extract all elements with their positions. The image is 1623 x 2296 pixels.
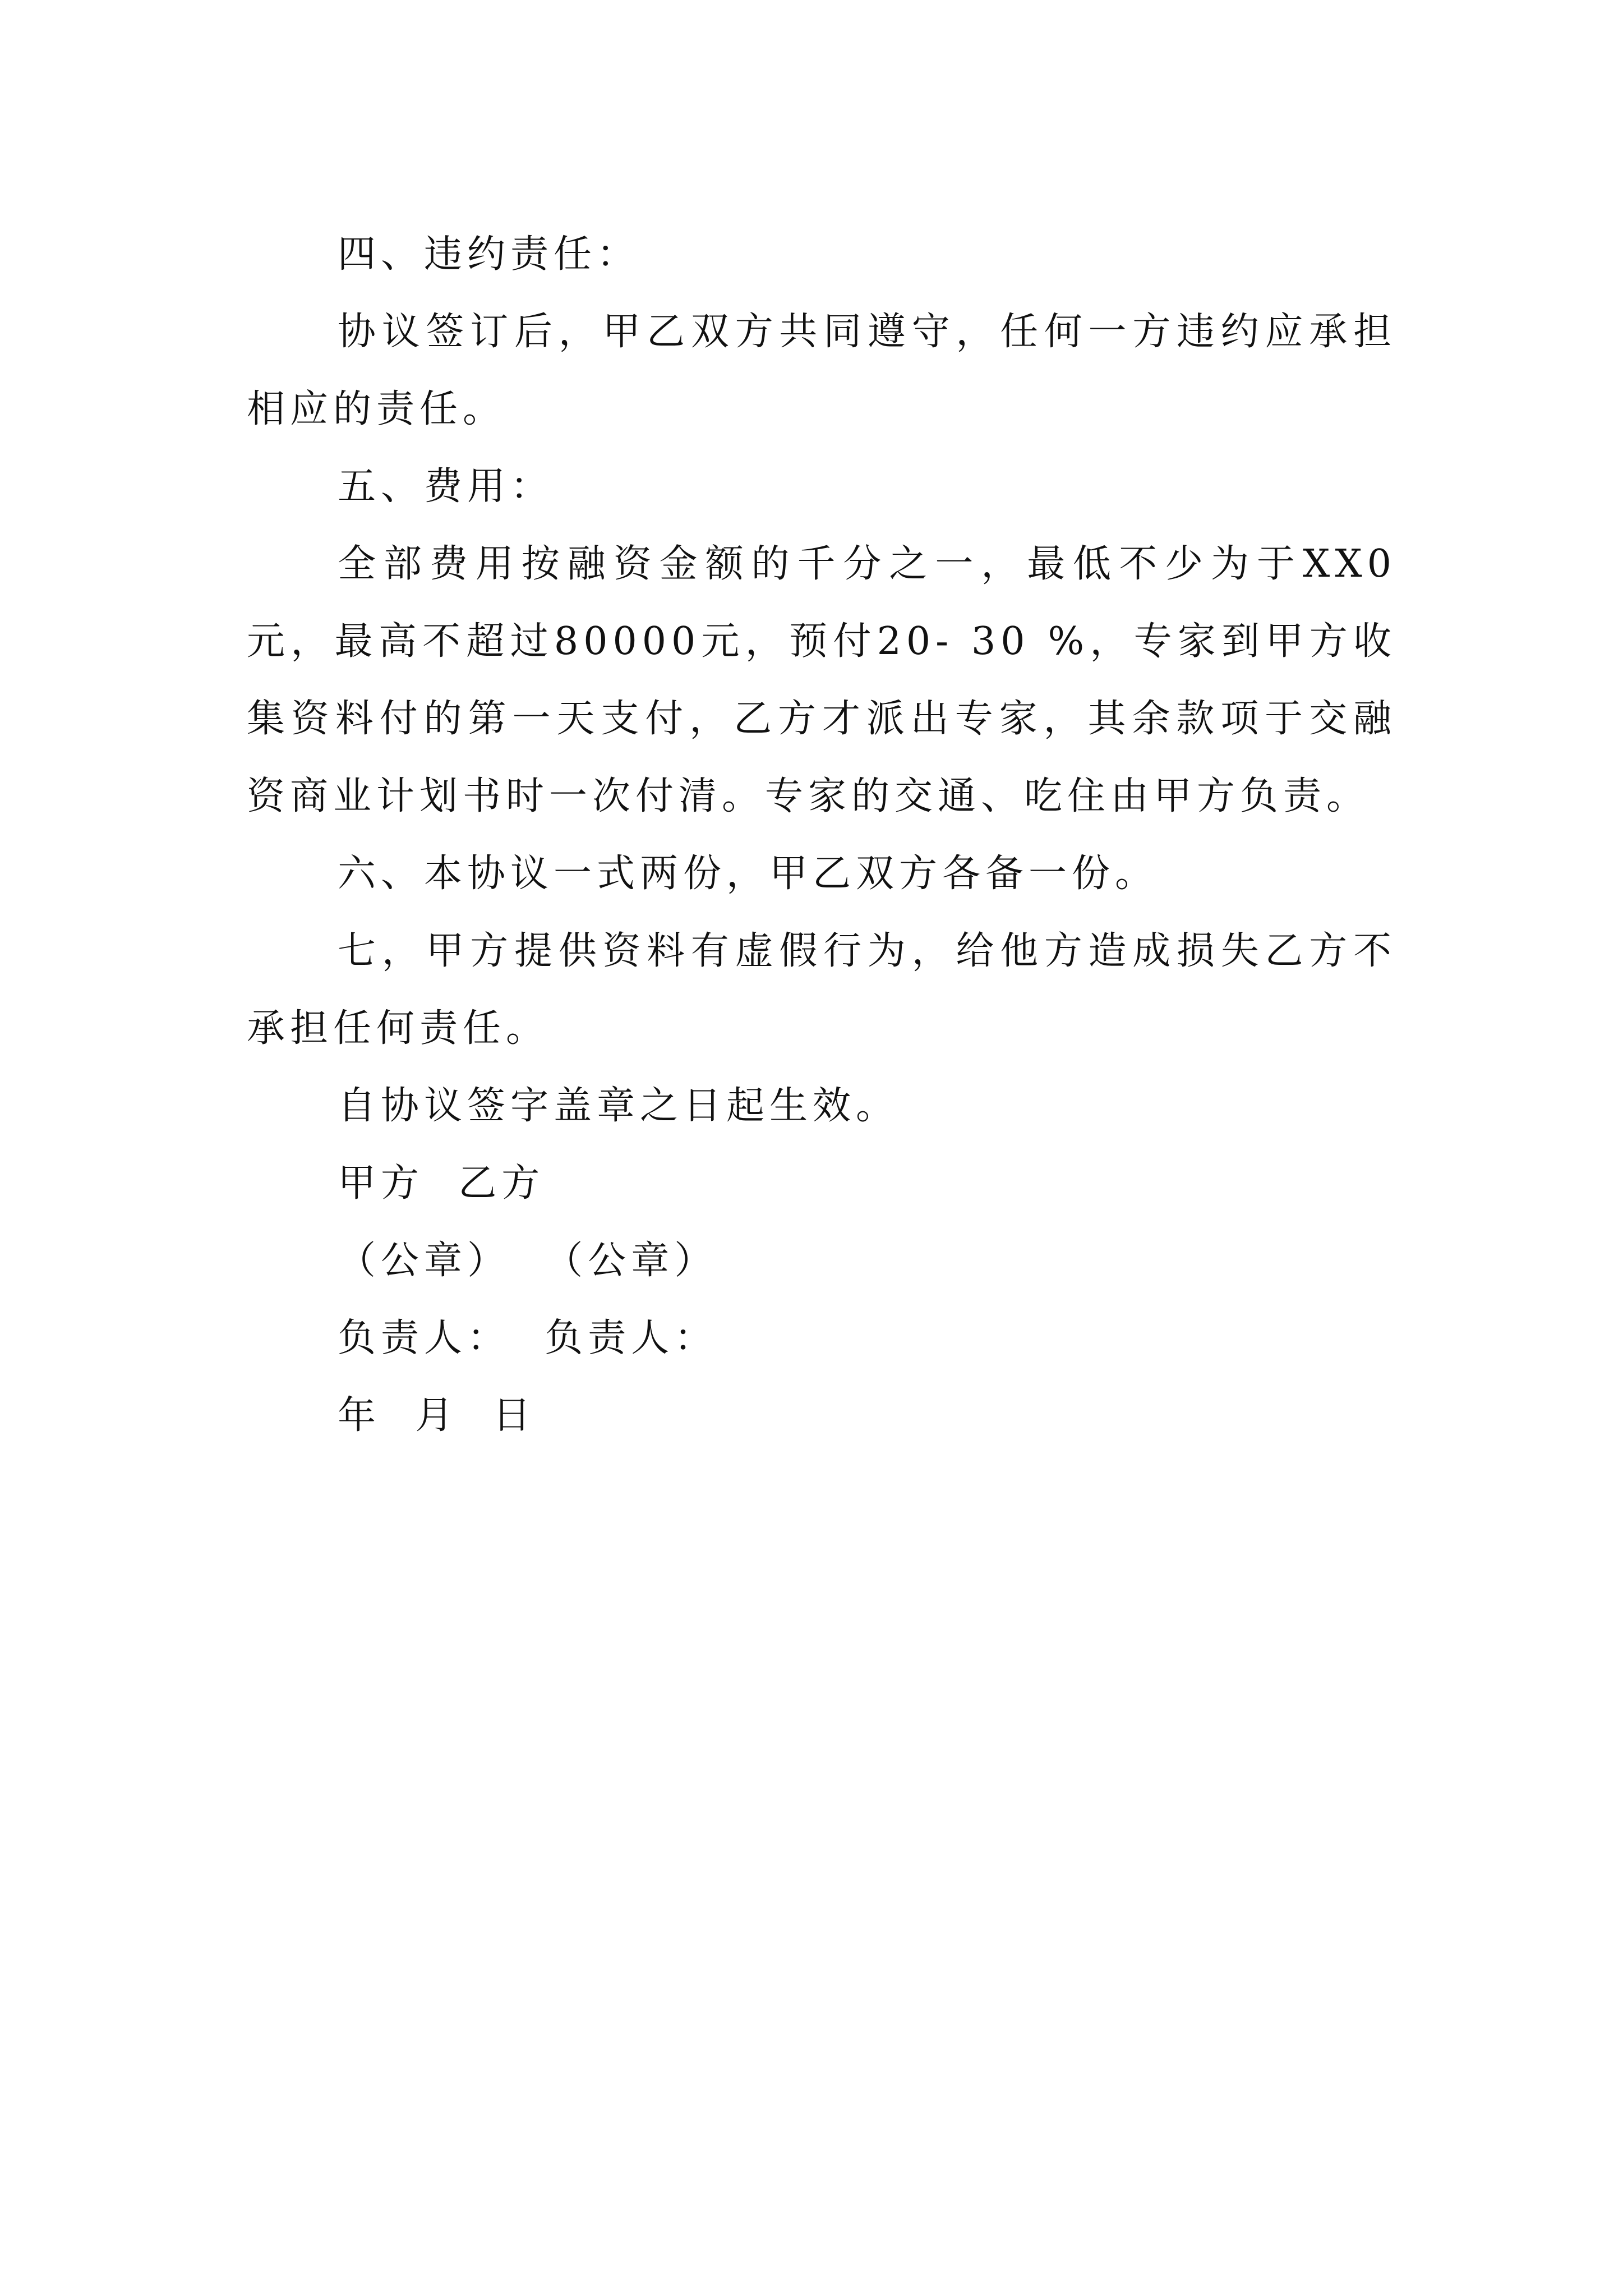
- section-5-heading: 五、费用：: [338, 464, 554, 509]
- section-7: 七，甲方提供资料有虚假行为，给他方造成损失乙方不承担任何责任。: [247, 929, 1396, 1051]
- signature-date: 年 月 日: [338, 1393, 536, 1438]
- section-4-body: 协议签订后，甲乙双方共同遵守，任何一方违约应承担相应的责任。: [247, 310, 1396, 431]
- section-6: 六、本协议一式两份，甲乙双方各备一份。: [338, 852, 1159, 896]
- signature-parties: 甲方 乙方: [338, 1161, 545, 1205]
- document-body: [247, 216, 1396, 1455]
- effective-clause: 自协议签字盖章之日起生效。: [338, 1084, 900, 1128]
- section-5-body: 全部费用按融资金额的千分之一，最低不少为于XX0 元，最高不超过80000元，预付20- 30 %，专家到甲方收集资料付的第一天支付，乙方才派出专家，其余款项于交融资商业计划书时一次付清。专家的交通、吃住由甲方负责。: [247, 542, 1396, 818]
- signature-seals: （公章） （公章）: [338, 1239, 718, 1283]
- signature-persons: 负责人： 负责人：: [338, 1316, 718, 1360]
- section-4-heading: 四、违约责任：: [338, 232, 640, 277]
